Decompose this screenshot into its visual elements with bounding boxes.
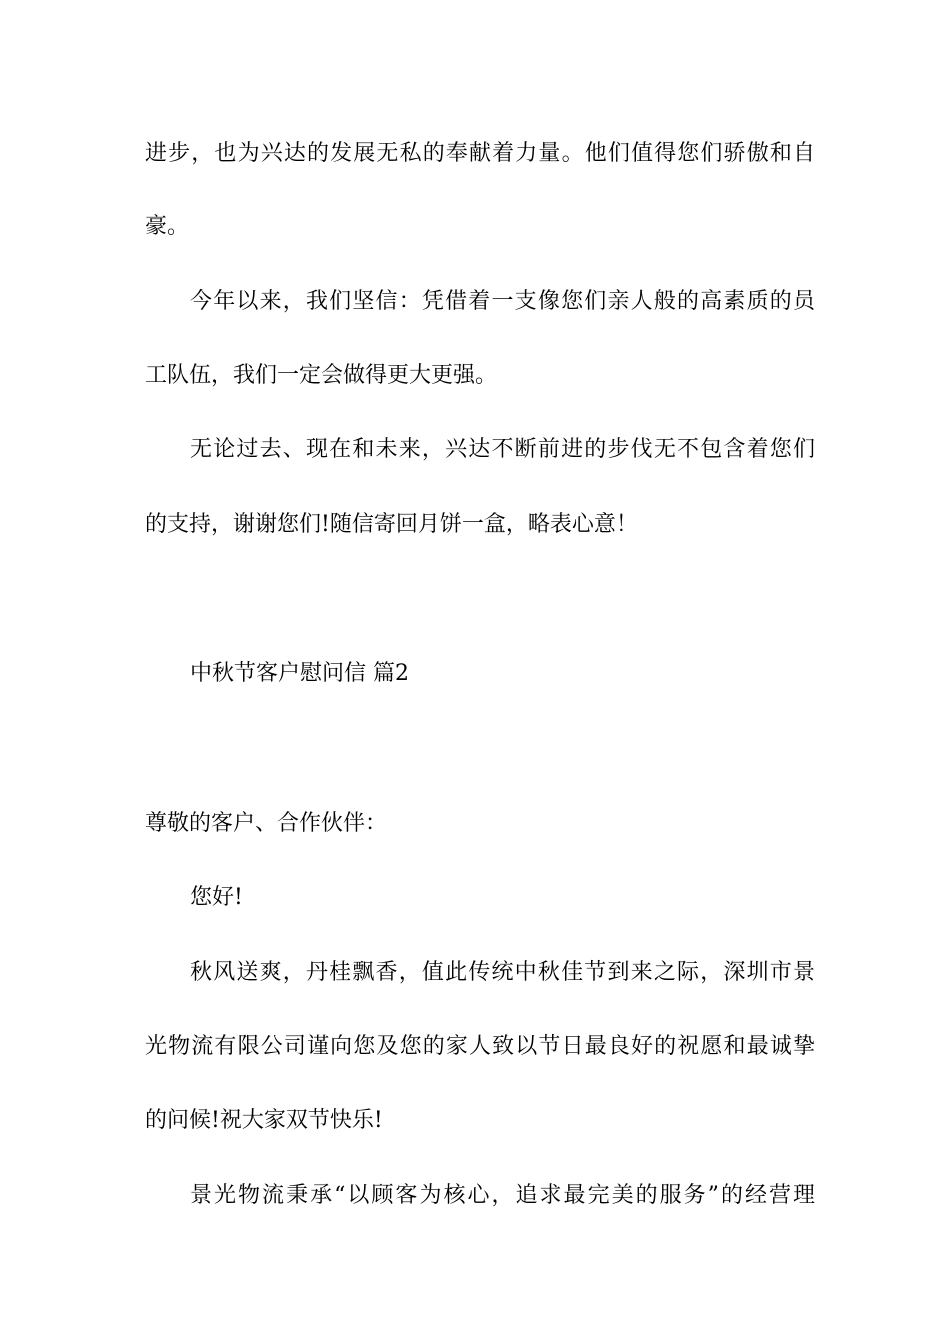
paragraph-1-line-1: 进步，也为兴达的发展无私的奉献着力量。他们值得您们骄傲和自 [145, 141, 815, 166]
paragraph-2-line-2: 工队伍，我们一定会做得更大更强。 [145, 363, 498, 388]
paragraph-3-line-1: 无论过去、现在和未来，兴达不断前进的步伐无不包含着您们 [190, 437, 815, 462]
section2-paragraph-1-line-2: 光物流有限公司谨向您及您的家人致以节日最良好的祝愿和最诚挚 [145, 1034, 815, 1059]
salutation: 尊敬的客户、合作伙伴： [145, 811, 388, 836]
greeting: 您好! [190, 885, 243, 910]
section2-paragraph-2-line-1: 景光物流秉承“以顾客为核心，追求最完美的服务”的经营理 [190, 1183, 815, 1208]
paragraph-2-line-1: 今年以来，我们坚信：凭借着一支像您们亲人般的高素质的员 [190, 289, 815, 314]
paragraph-3-line-2: 的支持，谢谢您们!随信寄回月饼一盒，略表心意！ [145, 512, 638, 537]
section-heading: 中秋节客户慰问信 篇2 [190, 661, 409, 686]
paragraph-1-line-2: 豪。 [145, 214, 190, 239]
section2-paragraph-1-line-1: 秋风送爽，丹桂飘香，值此传统中秋佳节到来之际，深圳市景 [190, 960, 815, 985]
section2-paragraph-1-line-3: 的问候!祝大家双节快乐! [145, 1108, 383, 1133]
